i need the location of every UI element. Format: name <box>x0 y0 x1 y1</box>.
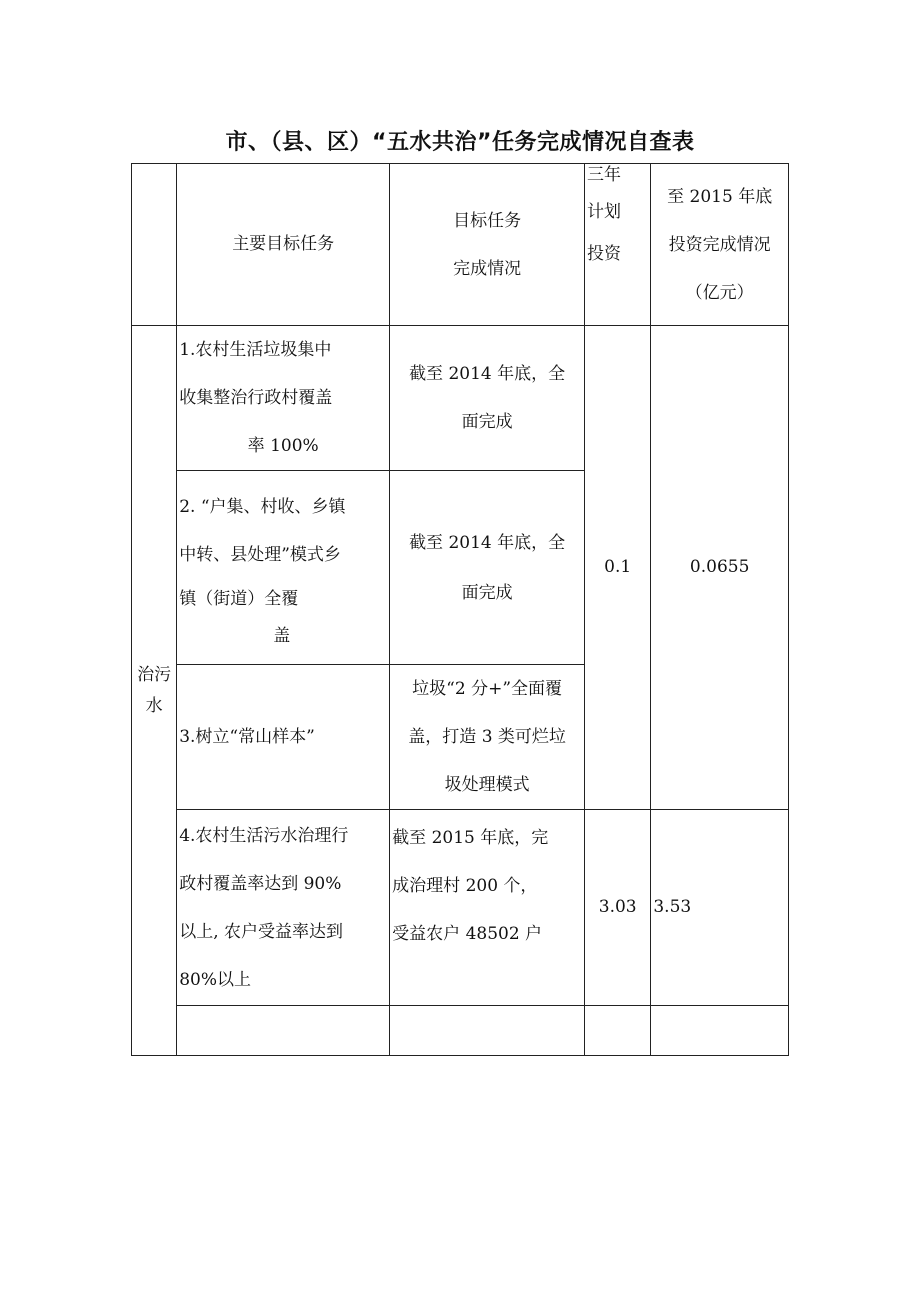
empty-cell <box>177 1006 390 1056</box>
task-line: 4.农村生活污水治理行 <box>179 825 349 846</box>
header-investment-line3: （亿元） <box>685 282 754 303</box>
task-line: 政村覆盖率达到 90% <box>179 873 342 894</box>
empty-cell <box>585 1006 651 1056</box>
status-cell <box>390 810 585 1006</box>
status-cell <box>390 471 585 665</box>
header-row <box>132 164 789 326</box>
status-line: 面完成 <box>461 412 513 432</box>
header-status-line2: 完成情况 <box>453 258 522 279</box>
task-line: 1.农村生活垃圾集中 <box>179 340 332 360</box>
status-line: 截至 2014 年底，全 <box>409 364 566 384</box>
header-status-line1: 目标任务 <box>453 210 522 231</box>
status-line: 受益农户 48502 户 <box>392 924 543 944</box>
task-line: 盖 <box>273 625 291 646</box>
plan-cell-group1: 0.1 <box>585 326 651 810</box>
status-cell <box>390 665 585 810</box>
empty-cell <box>651 1006 789 1056</box>
task-cell <box>177 665 390 810</box>
task-cell <box>177 326 390 471</box>
status-line: 截至 2015 年底，完 <box>392 828 549 848</box>
status-line: 截至 2014 年底，全 <box>409 532 566 553</box>
status-line: 成治理村 200 个， <box>392 876 538 896</box>
task-line: 收集整治行政村覆盖 <box>179 388 333 408</box>
header-investment-line2: 投资完成情况 <box>668 234 771 255</box>
header-task-label: 主要目标任务 <box>232 234 335 254</box>
task-line: 中转、县处理”模式乡 <box>179 544 341 565</box>
category-line1: 治污 <box>137 664 172 685</box>
table-row <box>132 326 789 471</box>
status-line: 圾处理模式 <box>444 775 530 795</box>
investment-cell-group2: 3.53 <box>651 810 789 1006</box>
header-investment-cell <box>651 164 789 326</box>
header-plan-line2: 计划 <box>587 202 622 222</box>
task-cell <box>177 471 390 665</box>
header-status-cell <box>390 164 585 326</box>
task-line: 3.树立“常山样本” <box>179 726 315 747</box>
status-cell <box>390 326 585 471</box>
table-row-empty <box>132 1006 789 1056</box>
task-line: 镇（街道）全覆 <box>179 588 299 609</box>
investment-cell-group1: 0.0655 <box>651 326 789 810</box>
task-line: 以上, 农户受益率达到 <box>179 921 344 942</box>
plan-cell-group2: 3.03 <box>585 810 651 1006</box>
table-row <box>132 810 789 1006</box>
status-line: 垃圾“2 分+”全面覆 <box>412 679 563 699</box>
status-line: 面完成 <box>461 582 513 603</box>
task-cell <box>177 810 390 1006</box>
task-line: 2. “户集、村收、乡镇 <box>179 496 346 517</box>
header-task-cell <box>177 164 390 326</box>
header-investment-line1: 至 2015 年底 <box>667 186 773 207</box>
empty-cell <box>390 1006 585 1056</box>
category-cell <box>132 326 177 1056</box>
header-plan-line3: 投资 <box>587 244 622 264</box>
page-title: 市、（县、区）“五水共治”任务完成情况自查表 <box>225 130 695 155</box>
task-line: 率 100% <box>247 436 319 456</box>
header-plan-line1: 三年 <box>587 165 622 185</box>
category-line2: 水 <box>145 695 163 716</box>
header-category-cell <box>132 164 177 326</box>
self-check-table <box>131 163 789 1056</box>
header-plan-cell <box>585 164 651 326</box>
status-line: 盖，打造 3 类可烂垃 <box>408 727 566 747</box>
task-line: 80%以上 <box>179 969 251 990</box>
